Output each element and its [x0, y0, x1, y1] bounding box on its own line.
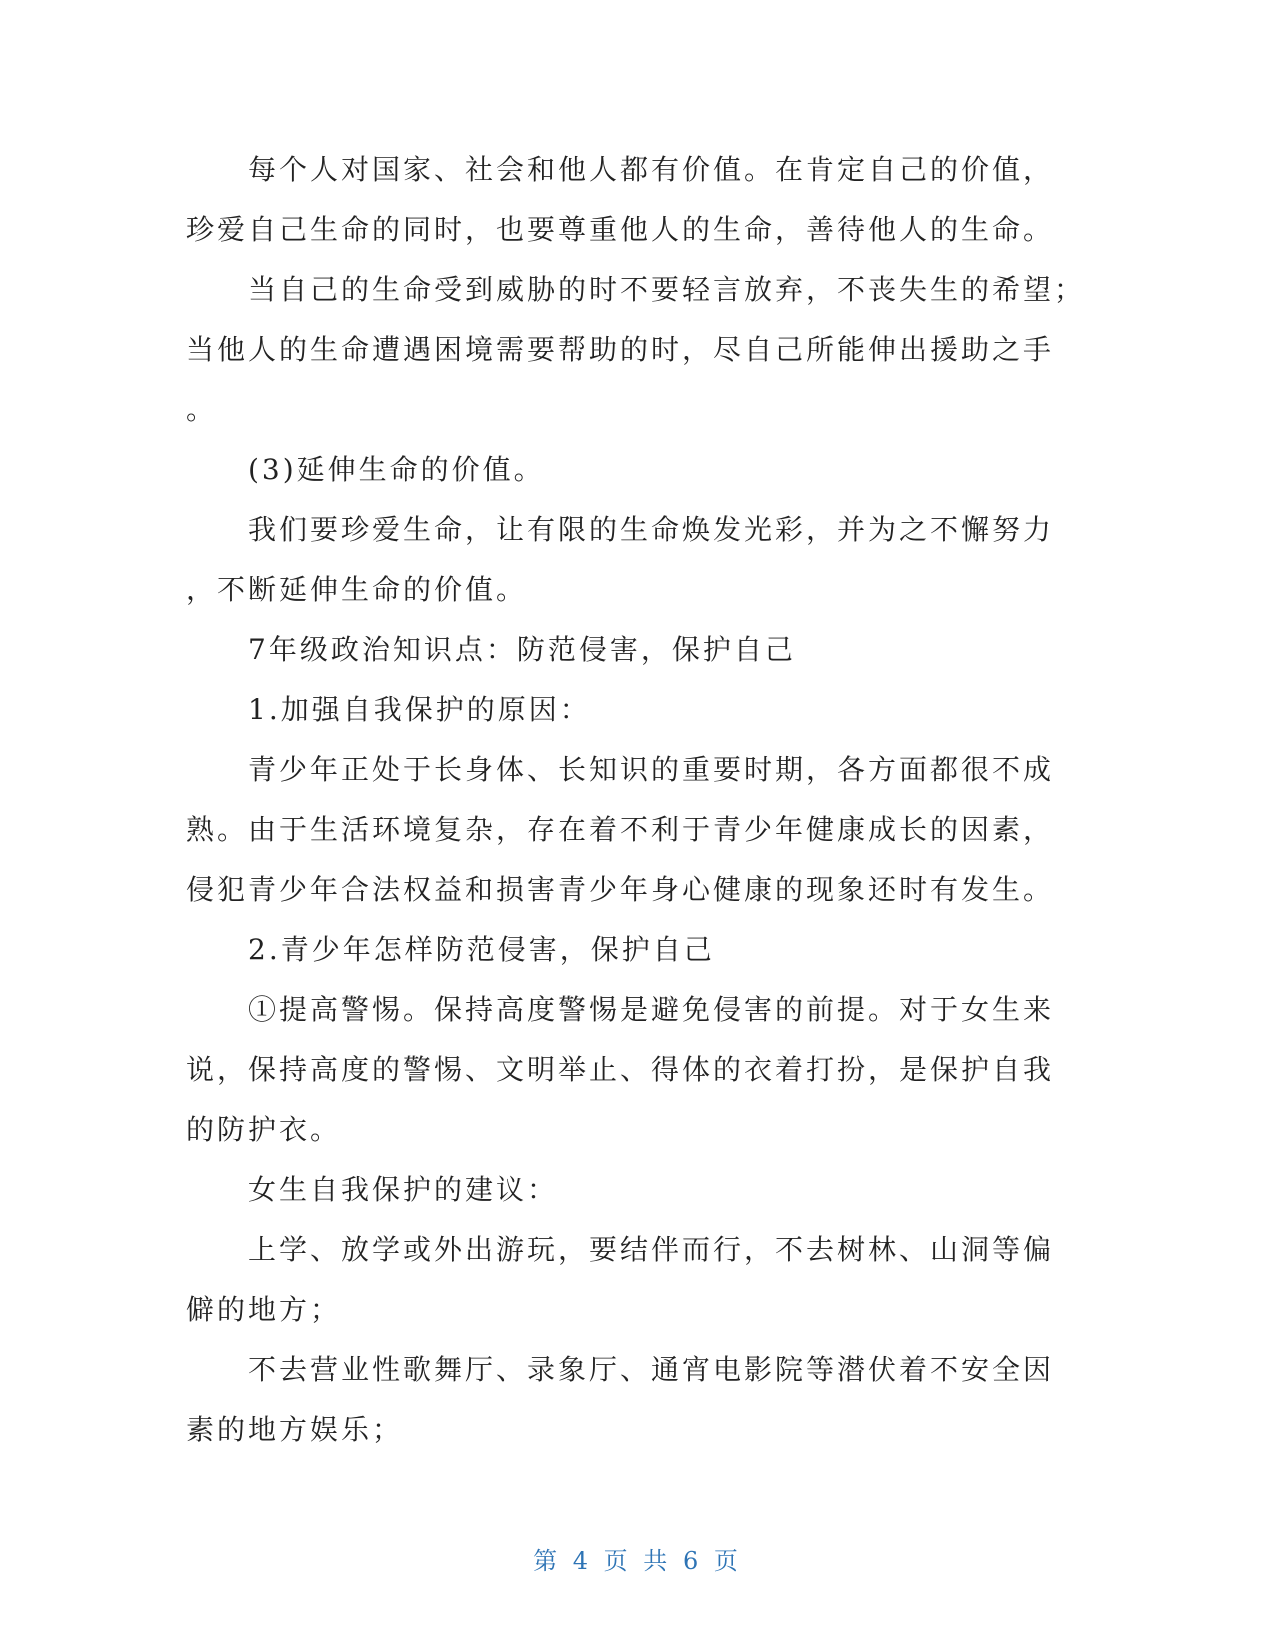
page-number-label: 第 4 页 共 6 页	[533, 1547, 742, 1575]
text-line: 珍爱自己生命的同时，也要尊重他人的生命，善待他人的生命。	[186, 213, 1055, 246]
text-line: 不去营业性歌舞厅、录象厅、通宵电影院等潜伏着不安全因	[248, 1353, 1055, 1386]
paragraph	[186, 500, 1066, 620]
paragraph	[186, 1220, 1066, 1340]
text-line: 僻的地方；	[186, 1293, 342, 1326]
paragraph	[186, 140, 1066, 260]
paragraph	[186, 680, 1066, 740]
text-line: 每个人对国家、社会和他人都有价值。在肯定自己的价值，	[248, 153, 1055, 186]
text-line: 当他人的生命遭遇困境需要帮助的时，尽自己所能伸出援助之手	[186, 333, 1055, 366]
text-line: 说，保持高度的警惕、文明举止、得体的衣着打扮，是保护自我	[186, 1053, 1055, 1086]
paragraph	[186, 440, 1066, 500]
document-body	[186, 140, 1086, 1460]
text-line: ，不断延伸生命的价值。	[186, 573, 528, 606]
text-line: 女生自我保护的建议：	[248, 1173, 559, 1206]
paragraph	[186, 980, 1066, 1160]
text-line: 青少年正处于长身体、长知识的重要时期，各方面都很不成	[248, 753, 1055, 786]
paragraph	[186, 740, 1066, 920]
text-line: ①提高警惕。保持高度警惕是避免侵害的前提。对于女生来	[248, 993, 1055, 1026]
text-line: 熟。由于生活环境复杂，存在着不利于青少年健康成长的因素，	[186, 813, 1055, 846]
text-line: 1.加强自我保护的原因：	[248, 693, 591, 726]
text-line: 我们要珍爱生命，让有限的生命焕发光彩，并为之不懈努力	[248, 513, 1055, 546]
paragraph	[186, 1160, 1066, 1220]
text-line: 侵犯青少年合法权益和损害青少年身心健康的现象还时有发生。	[186, 873, 1055, 906]
paragraph	[186, 920, 1066, 980]
text-line: 素的地方娱乐；	[186, 1413, 404, 1446]
text-line: 的防护衣。	[186, 1113, 342, 1146]
text-line: 2.青少年怎样防范侵害，保护自己	[248, 933, 715, 966]
text-line: (3)延伸生命的价值。	[248, 453, 545, 486]
text-line: 。	[186, 393, 218, 426]
paragraph	[186, 620, 1066, 680]
text-line: 7年级政治知识点：防范侵害，保护自己	[248, 633, 796, 666]
text-line: 当自己的生命受到威胁的时不要轻言放弃，不丧失生的希望；	[248, 273, 1086, 306]
text-line: 上学、放学或外出游玩，要结伴而行，不去树林、山洞等偏	[248, 1233, 1055, 1266]
paragraph	[186, 260, 1086, 440]
paragraph	[186, 1340, 1066, 1460]
page-footer	[0, 1541, 1275, 1576]
